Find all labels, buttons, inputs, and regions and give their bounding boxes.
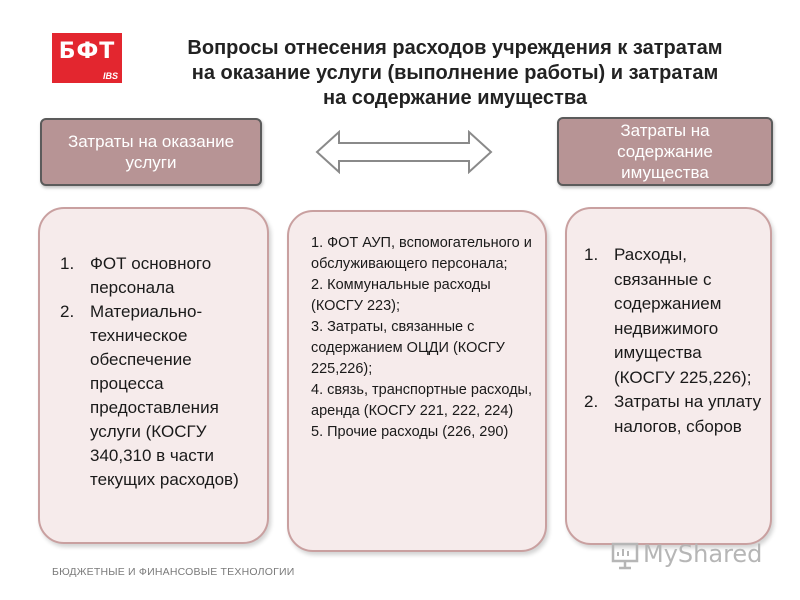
list-item-number: 2. (584, 392, 599, 411)
list-item (60, 300, 260, 492)
list-item-text: ФОТ основного персонала (90, 254, 212, 297)
list-item-text: Материально-техническое обеспечение процесса предоставления услуги (КОСГУ 340,310 в части текущих расходов) (90, 302, 239, 489)
watermark (610, 538, 770, 572)
list-item (311, 317, 541, 380)
list-item (311, 380, 541, 422)
list-item-text: Затраты на уплату налогов, сборов (614, 392, 762, 436)
header-property-costs (557, 117, 773, 186)
list-item (584, 390, 764, 439)
shared-costs-list (311, 233, 541, 443)
list-item-text: 5. Прочие расходы (226, 290) (311, 424, 509, 440)
service-costs-card (38, 207, 269, 544)
list-item-text: 4. связь, транспортные расходы, аренда (КОСГУ 221, 222, 224) (311, 382, 532, 419)
list-item-number: 1. (60, 254, 75, 273)
header-service-costs (40, 118, 262, 186)
list-item-text: Расходы, связанные с содержанием недвижимого имущества (КОСГУ 225,226); (614, 245, 752, 387)
list-item-number: 1. (584, 245, 599, 264)
property-costs-list (584, 243, 764, 439)
logo-subtext: IBS (102, 71, 118, 81)
list-item (311, 422, 541, 443)
watermark-text: MyShared (643, 540, 763, 568)
list-item-text: 1. ФОТ АУП, вспомогательного и обслуживающего персонала; (311, 235, 532, 272)
list-item-text: 3. Затраты, связанные с содержанием ОЦДИ (КОСГУ 225,226); (311, 319, 505, 377)
list-item (311, 233, 541, 275)
property-costs-card (565, 207, 772, 545)
slide-title: Вопросы отнесения расходов учреждения к затратам на оказание услуги (выполнение работы) и затратам на содержание имущества (187, 37, 723, 109)
double-arrow-icon (315, 130, 493, 174)
bft-logo (52, 33, 122, 83)
header-property-costs-label: Затраты на содержание имущества (617, 121, 713, 182)
shared-costs-card (287, 210, 547, 552)
header-service-costs-label: Затраты на оказание услуги (67, 132, 235, 172)
list-item-number: 2. (60, 302, 75, 321)
list-item (584, 243, 764, 390)
list-item-text: 2. Коммунальные расходы (КОСГУ 223); (311, 277, 491, 314)
logo-text: БФТ (58, 39, 116, 64)
list-item (311, 275, 541, 317)
service-costs-list (60, 252, 260, 492)
footer-company-name: БЮДЖЕТНЫЕ И ФИНАНСОВЫЕ ТЕХНОЛОГИИ (52, 566, 295, 578)
list-item (60, 252, 260, 300)
presentation-icon (610, 540, 640, 570)
